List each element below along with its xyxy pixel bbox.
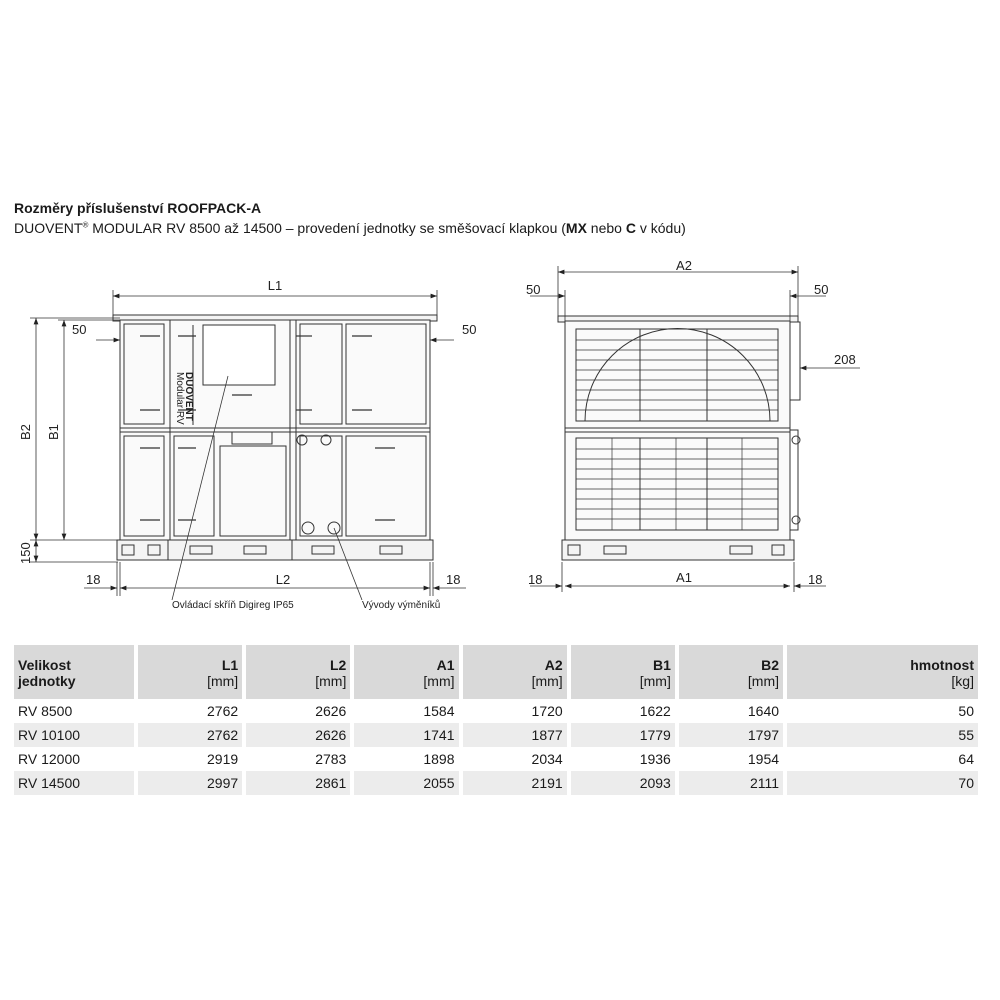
page-title: Rozměry příslušenství ROOFPACK-A	[14, 200, 262, 216]
cell-l2: 2783	[315, 751, 347, 767]
dim-208: 208	[834, 352, 856, 367]
dim-150: 150	[18, 542, 33, 564]
cell-a1: 1898	[423, 751, 455, 767]
table-row	[14, 723, 978, 747]
cell-b2: 2111	[679, 771, 783, 795]
table-row	[14, 747, 978, 771]
dim-side-left-50: 50	[526, 282, 541, 297]
header-l1: L1 [mm]	[138, 645, 242, 699]
cell-l1: 2762	[207, 703, 239, 719]
header-l2: L2 [mm]	[246, 645, 350, 699]
header-weight: hmotnost [kg]	[787, 645, 978, 699]
header-size: Velikost jednotky	[14, 645, 134, 699]
subtitle-text-3: v kódu)	[635, 220, 686, 236]
dim-front-right-50: 50	[462, 322, 477, 337]
cell-b1: 2093	[571, 771, 675, 795]
callout-control-box: Ovládací skříň Digireg IP65	[172, 600, 294, 611]
cell-l2: 2626	[315, 703, 347, 719]
header-a2: A2 [mm]	[463, 645, 567, 699]
unit-model-label: Modular RV	[174, 372, 185, 425]
subtitle-text-2: nebo	[586, 220, 626, 236]
dimensions-table	[10, 645, 982, 795]
cell-a2: 1877	[463, 723, 567, 747]
dim-front-left-50: 50	[72, 322, 87, 337]
callout-exchanger-outlets: Vývody výměníků	[362, 600, 441, 611]
cell-size: RV 14500	[14, 771, 134, 795]
cell-b1: 1622	[639, 703, 671, 719]
dim-side-right-50: 50	[814, 282, 829, 297]
subtitle-brand: DUOVENT	[14, 220, 83, 236]
dim-a1: A1	[676, 570, 692, 585]
cell-l1: 2997	[138, 771, 242, 795]
cell-size: RV 8500	[18, 703, 73, 719]
front-view	[113, 315, 437, 560]
cell-a2: 2191	[463, 771, 567, 795]
dim-l2: L2	[275, 572, 291, 587]
cell-a2: 1720	[531, 703, 563, 719]
dim-front-right-18: 18	[446, 572, 461, 587]
dim-side-right-18: 18	[808, 572, 823, 587]
dim-side-left-18: 18	[528, 572, 543, 587]
table-row	[14, 771, 978, 795]
cell-a2: 2034	[531, 751, 563, 767]
cell-l1: 2919	[207, 751, 239, 767]
dim-b1: B1	[46, 424, 61, 440]
dim-front-left-18: 18	[86, 572, 101, 587]
header-b1: B1 [mm]	[571, 645, 675, 699]
subtitle-code-mx: MX	[565, 220, 587, 236]
cell-l2: 2626	[246, 723, 350, 747]
cell-b1: 1779	[571, 723, 675, 747]
table-header-row	[14, 645, 978, 699]
header-b2: B2 [mm]	[679, 645, 783, 699]
side-view	[558, 316, 800, 560]
cell-l1: 2762	[138, 723, 242, 747]
cell-b2: 1797	[679, 723, 783, 747]
cell-b2: 1640	[747, 703, 780, 719]
cell-size: RV 12000	[18, 751, 81, 767]
cell-weight: 64	[958, 751, 974, 767]
table-row	[14, 699, 978, 723]
header-a1: A1 [mm]	[354, 645, 458, 699]
cell-a1: 1741	[354, 723, 458, 747]
cell-a1: 1584	[423, 703, 455, 719]
subtitle-code-c: C	[625, 220, 636, 236]
cell-weight: 70	[787, 771, 978, 795]
cell-size: RV 10100	[14, 723, 134, 747]
cell-l2: 2861	[246, 771, 350, 795]
cell-b2: 1954	[747, 751, 780, 767]
subtitle-text-1: MODULAR RV 8500 až 14500 – provedení jednotky se směšovací klapkou (	[88, 220, 566, 236]
unit-brand-label: DUOVENT	[183, 372, 194, 421]
cell-b1: 1936	[639, 751, 671, 767]
cell-weight: 50	[958, 703, 974, 719]
dim-b2: B2	[18, 424, 33, 440]
registered-mark: ®	[82, 220, 89, 230]
cell-weight: 55	[787, 723, 978, 747]
dim-a2: A2	[676, 258, 692, 273]
cell-a1: 2055	[354, 771, 458, 795]
dim-l1: L1	[267, 278, 283, 293]
